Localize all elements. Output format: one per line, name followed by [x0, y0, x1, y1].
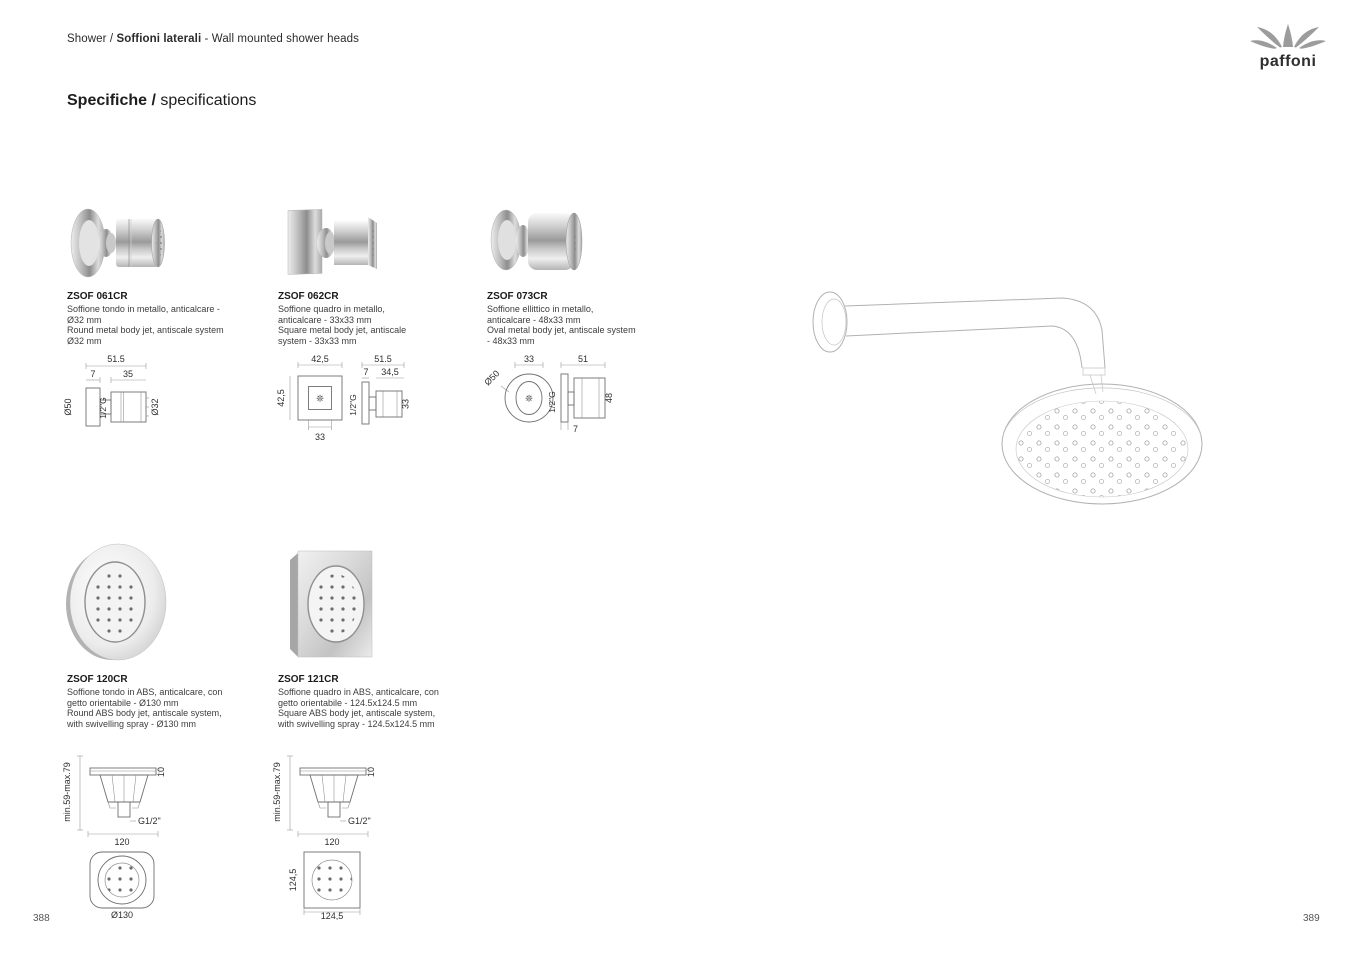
product-code: ZSOF 120CR — [67, 674, 128, 685]
product-info-zsof-062cr — [278, 291, 430, 346]
breadcrumb-subtitle: - Wall mounted shower heads — [201, 33, 359, 45]
dim-label-body-height: 33 — [400, 398, 411, 410]
product-desc-en: Round metal body jet, antiscale system Ø32 mm — [67, 325, 224, 346]
product-photo-zsof-120cr — [60, 538, 180, 668]
product-desc-en: Oval metal body jet, antiscale system - 48x33 mm — [487, 325, 636, 346]
page-title-it: Specifiche / — [67, 92, 161, 109]
dim-label-front-diameter: Ø50 — [482, 368, 502, 388]
dim-label-body-diameter: Ø32 — [150, 398, 160, 416]
dim-label-flange: 7 — [573, 424, 579, 434]
dim-label-front-height: 124,5 — [288, 868, 298, 892]
dim-label-flange: 7 — [90, 369, 96, 379]
product-desc-en: Square metal body jet, antiscale system - 33x33 mm — [278, 325, 407, 346]
dim-label-body: 35 — [122, 369, 134, 379]
brand-logo-text: paffoni — [1259, 53, 1317, 70]
dim-label-thread: 1/2"G — [547, 391, 557, 413]
dim-label-front-diameter: Ø130 — [110, 910, 134, 920]
dim-label-front-width: 124,5 — [320, 911, 344, 920]
dim-label-body-height: 48 — [604, 392, 614, 404]
product-desc-it: Soffione quadro in ABS, anticalcare, con getto orientabile - 124.5x124.5 mm — [278, 687, 439, 708]
paffoni-palm-icon — [1248, 22, 1328, 72]
dim-label-thread: G1/2" — [348, 816, 371, 826]
dim-label-width: 120 — [114, 837, 130, 847]
tech-drawing-zsof-073cr — [481, 350, 618, 438]
product-info-zsof-073cr — [487, 291, 639, 346]
dim-label-front-width: 33 — [523, 354, 535, 364]
dim-label-front-width: 42,5 — [311, 354, 329, 364]
tech-drawing-zsof-061cr — [58, 352, 178, 432]
dim-label-width: 120 — [324, 837, 340, 847]
product-code: ZSOF 121CR — [278, 674, 339, 685]
dim-label-thread: 1/2"G — [348, 394, 358, 416]
dim-label-front-height: 42,5 — [276, 389, 286, 407]
shower-arm-illustration — [800, 278, 1220, 523]
product-code: ZSOF 062CR — [278, 291, 339, 302]
product-desc-en: Square ABS body jet, antiscale system, with swivelling spray - 124.5x124.5 mm — [278, 708, 436, 729]
page-number-right: 389 — [1303, 913, 1320, 924]
product-code: ZSOF 073CR — [487, 291, 548, 302]
product-info-zsof-061cr — [67, 291, 227, 346]
page-number-left: 388 — [33, 913, 50, 924]
product-desc-it: Soffione quadro in metallo, anticalcare - 33x33 mm — [278, 304, 385, 325]
product-desc-it: Soffione tondo in metallo, anticalcare - Ø32 mm — [67, 304, 220, 325]
product-info-zsof-121cr — [278, 674, 448, 729]
product-photo-zsof-061cr — [62, 198, 174, 286]
product-info-zsof-120cr — [67, 674, 237, 729]
breadcrumb-section: Shower / — [67, 33, 117, 45]
product-desc-en: Round ABS body jet, antiscale system, with swivelling spray - Ø130 mm — [67, 708, 222, 729]
tech-drawing-zsof-062cr — [276, 350, 411, 445]
dim-label-disc-height: 10 — [156, 766, 166, 778]
spray-icon: ❊ — [316, 393, 324, 404]
dim-label-total: 51.5 — [107, 354, 125, 364]
dim-label-body: 34,5 — [381, 367, 399, 377]
dim-label-total: 51 — [577, 354, 589, 364]
page-title-en: specifications — [160, 92, 257, 109]
product-photo-zsof-073cr — [482, 198, 594, 286]
product-photo-zsof-062cr — [274, 198, 386, 286]
page-title — [67, 92, 256, 110]
product-photo-zsof-121cr — [272, 538, 384, 668]
dim-label-total: 51.5 — [374, 354, 392, 364]
tech-drawing-zsof-121cr — [270, 742, 382, 920]
product-code: ZSOF 061CR — [67, 291, 128, 302]
dim-label-flange: 7 — [363, 367, 369, 377]
brand-logo — [1248, 22, 1328, 72]
dim-label-depth-range: min.59-max.79 — [272, 762, 282, 822]
dim-label-flange-diameter: Ø50 — [63, 398, 73, 416]
dim-label-depth-range: min.59-max.79 — [62, 762, 72, 822]
dim-label-thread: 1/2"G — [98, 397, 108, 419]
product-desc-it: Soffione ellittico in metallo, anticalcare - 48x33 mm — [487, 304, 594, 325]
breadcrumb — [67, 33, 359, 45]
dim-label-thread: G1/2" — [138, 816, 161, 826]
dim-label-disc-height: 10 — [366, 766, 376, 778]
product-desc-it: Soffione tondo in ABS, anticalcare, con getto orientabile - Ø130 mm — [67, 687, 223, 708]
breadcrumb-category: Soffioni laterali — [116, 33, 202, 45]
spray-icon: ❊ — [525, 393, 533, 404]
tech-drawing-zsof-120cr — [60, 742, 172, 920]
dim-label-front-inner: 33 — [314, 432, 326, 442]
